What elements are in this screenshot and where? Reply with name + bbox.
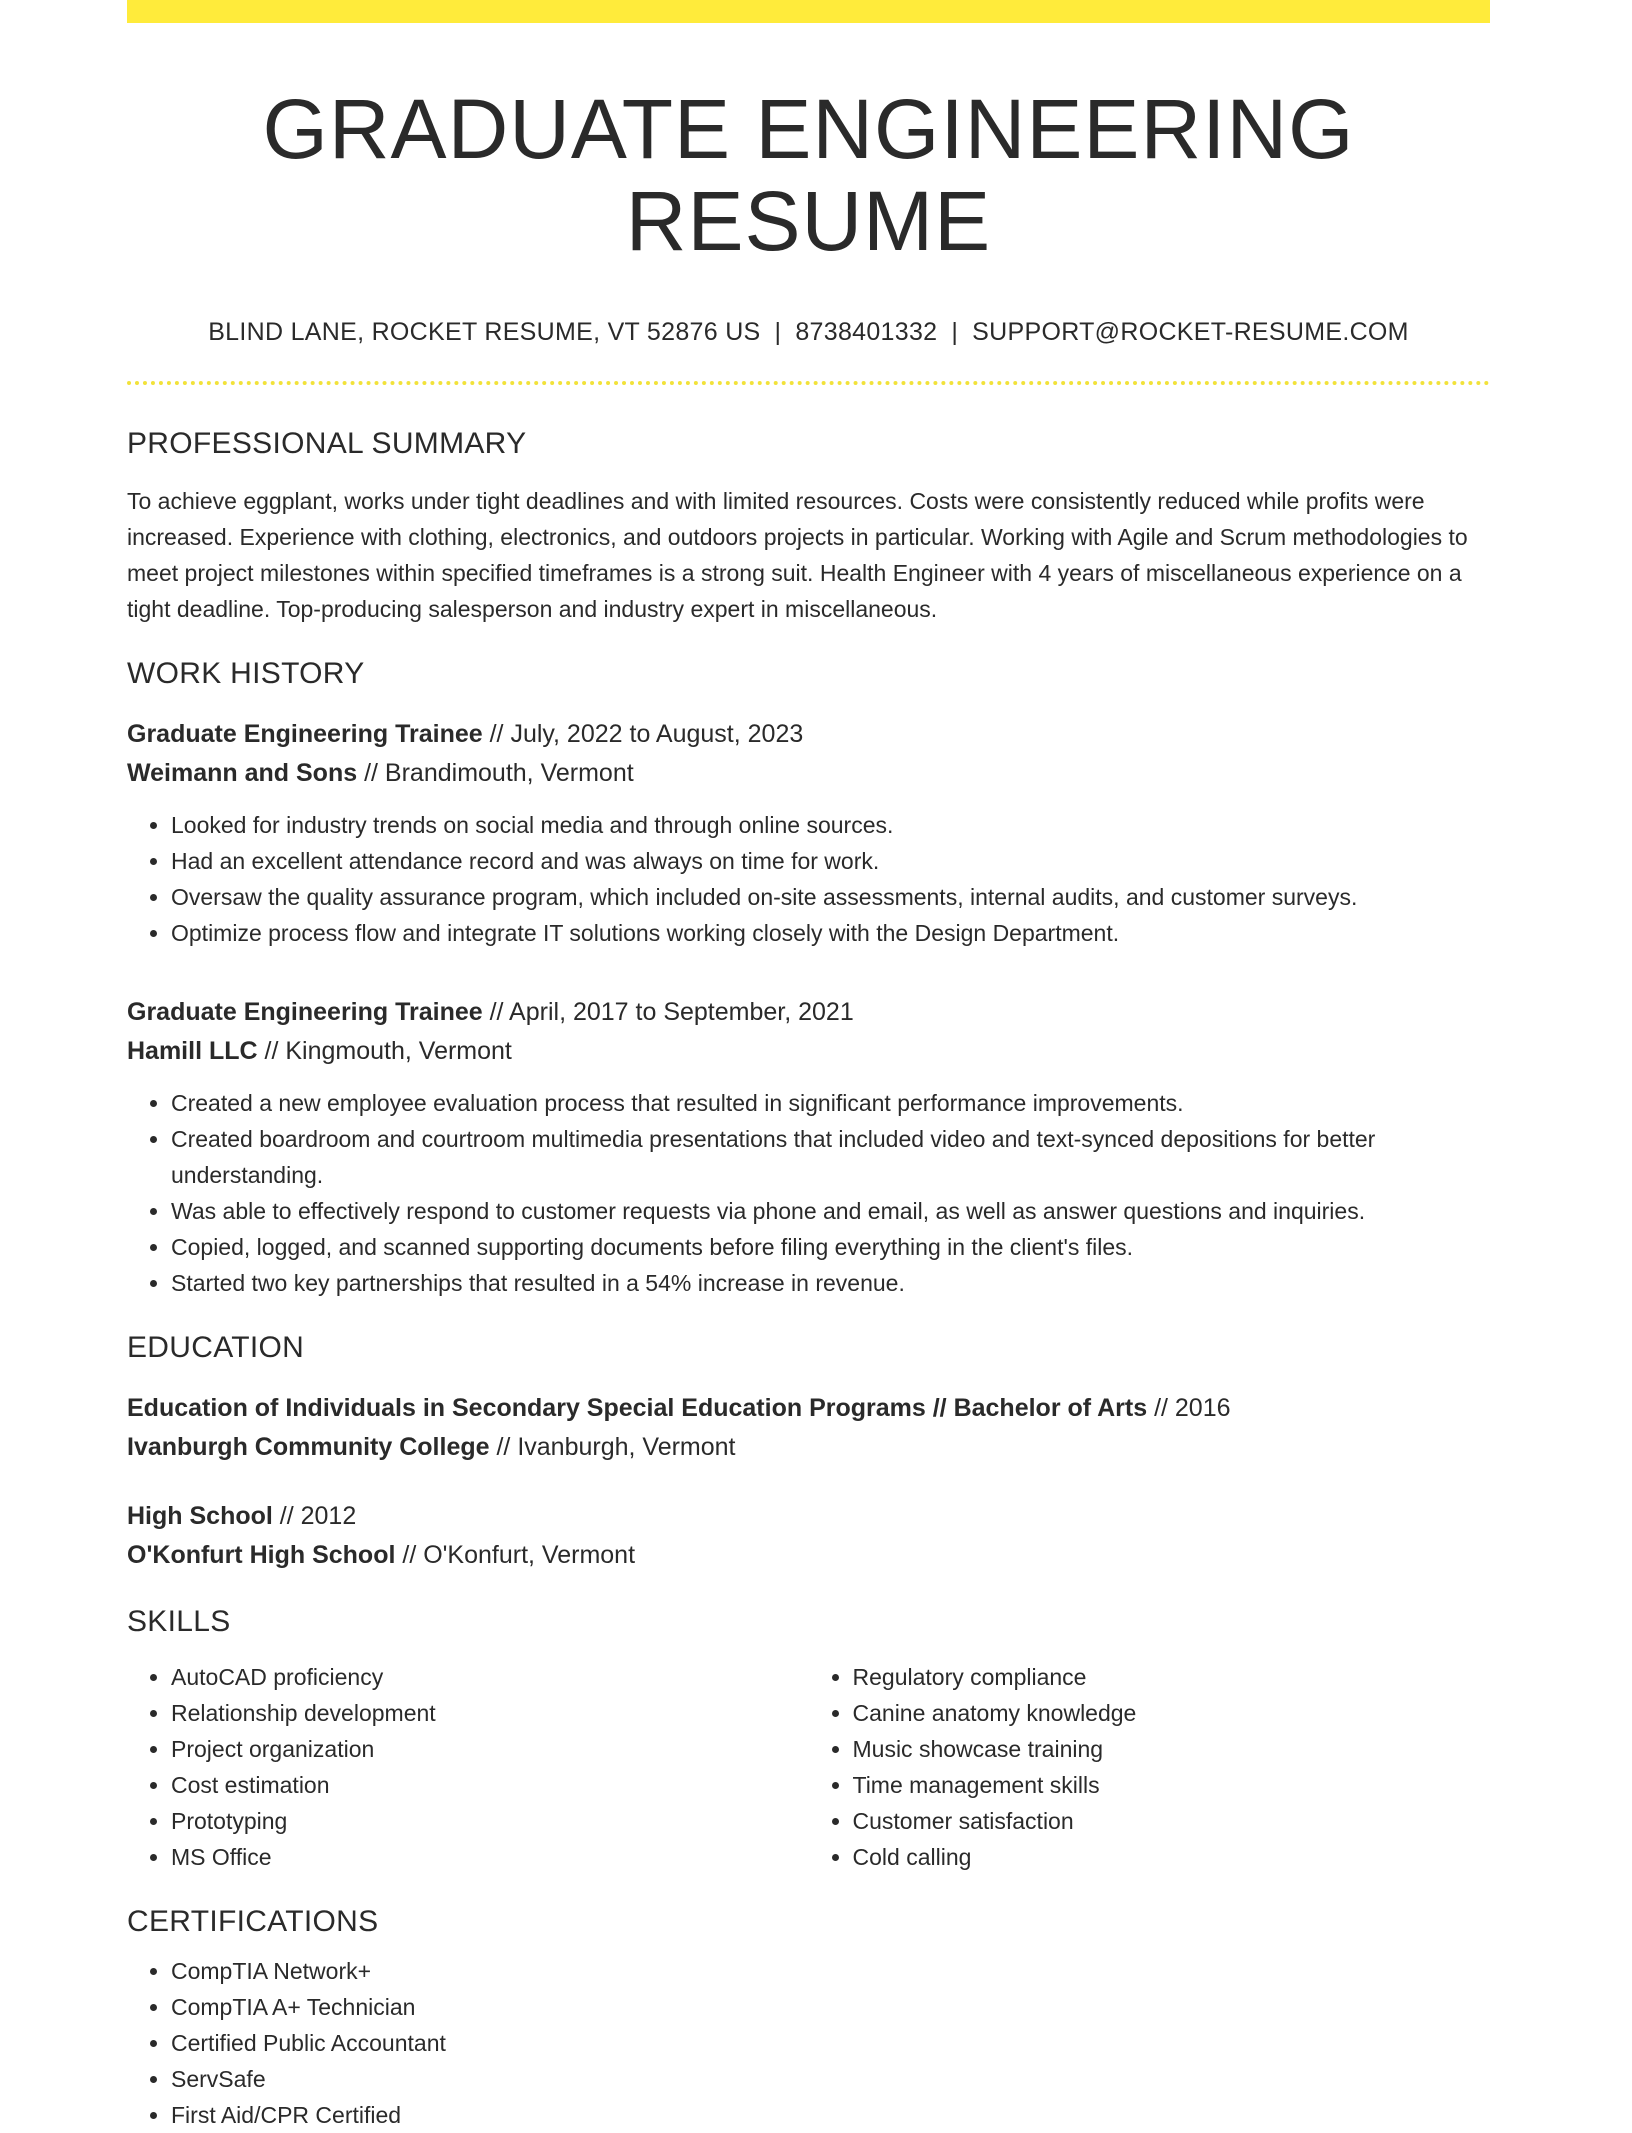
school-name: Ivanburgh Community College [127, 1432, 490, 1461]
list-item: • ServSafe [171, 2061, 1490, 2097]
list-item: • Created a new employee evaluation process that resulted in significant performance improvements. [171, 1085, 1490, 1121]
list-item: • CompTIA A+ Technician [171, 1989, 1490, 2025]
certifications-list [127, 1953, 1490, 2133]
school-line [127, 1428, 1490, 1467]
work-history-heading: WORK HISTORY [127, 656, 365, 690]
list-item: • Oversaw the quality assurance program, which included on-site assessments, internal audits, and customer surveys. [171, 879, 1490, 915]
summary-heading: PROFESSIONAL SUMMARY [127, 426, 527, 460]
contact-separator: | [774, 317, 782, 346]
job-title: Graduate Engineering Trainee [127, 997, 483, 1026]
education-entry [127, 1389, 1490, 1467]
list-item: • Looked for industry trends on social media and through online sources. [171, 807, 1490, 843]
job-title-line [127, 993, 1490, 1032]
education-entry [127, 1497, 1490, 1575]
degree-name: High School [127, 1501, 273, 1530]
certifications-heading: CERTIFICATIONS [127, 1904, 379, 1938]
job-dates: // July, 2022 to August, 2023 [482, 719, 804, 748]
list-item: • Certified Public Accountant [171, 2025, 1490, 2061]
school-location: // O'Konfurt, Vermont [395, 1540, 636, 1569]
education-heading: EDUCATION [127, 1330, 305, 1364]
job-title: Graduate Engineering Trainee [127, 719, 483, 748]
contact-email: SUPPORT@ROCKET-RESUME.COM [972, 317, 1409, 346]
list-item: • Music showcase training [853, 1731, 1491, 1767]
list-item: • Started two key partnerships that resulted in a 54% increase in revenue. [171, 1265, 1490, 1301]
list-item: • Prototyping [171, 1803, 809, 1839]
job-company: Weimann and Sons [127, 758, 358, 787]
contact-address: BLIND LANE, ROCKET RESUME, VT 52876 US [208, 317, 761, 346]
top-accent-bar [127, 0, 1490, 23]
degree-name: Education of Individuals in Secondary Special Education Programs // Bachelor of Arts [127, 1393, 1148, 1422]
degree-line [127, 1497, 1490, 1536]
school-line [127, 1536, 1490, 1575]
job-location: // Brandimouth, Vermont [357, 758, 634, 787]
job-entry [127, 715, 1490, 951]
resume-title: GRADUATE ENGINEERING RESUME [262, 82, 1355, 269]
job-location: // Kingmouth, Vermont [257, 1036, 512, 1065]
list-item: • Project organization [171, 1731, 809, 1767]
degree-year: // 2016 [1147, 1393, 1231, 1422]
list-item: • Regulatory compliance [853, 1659, 1491, 1695]
contact-phone: 8738401332 [795, 317, 938, 346]
list-item: • Time management skills [853, 1767, 1491, 1803]
list-item: • Canine anatomy knowledge [853, 1695, 1491, 1731]
contact-separator: | [951, 317, 959, 346]
skills-list-right [809, 1659, 1491, 1875]
summary-text: To achieve eggplant, works under tight deadlines and with limited resources. Costs were consistently reduced while profits were increased. Experience with clothing, electronics, and outdoors projects in particular. Working with Agile and Scrum methodologies to meet project milestones within specified timeframes is a strong suit. Health Engineer with 4 years of miscellaneous experience on a tight deadline. Top-producing salesperson and industry expert in miscellaneous. [127, 487, 1468, 622]
job-duties-list [127, 1085, 1490, 1301]
list-item: • MS Office [171, 1839, 809, 1875]
list-item: • Had an excellent attendance record and was always on time for work. [171, 843, 1490, 879]
job-title-line [127, 715, 1490, 754]
resume-page [127, 0, 1490, 2133]
school-location: // Ivanburgh, Vermont [489, 1432, 736, 1461]
list-item: • CompTIA Network+ [171, 1953, 1490, 1989]
list-item: • Optimize process flow and integrate IT solutions working closely with the Design Department. [171, 915, 1490, 951]
job-company: Hamill LLC [127, 1036, 258, 1065]
list-item: • Cold calling [853, 1839, 1491, 1875]
list-item: • Copied, logged, and scanned supporting documents before filing everything in the client's files. [171, 1229, 1490, 1265]
list-item: • Customer satisfaction [853, 1803, 1491, 1839]
degree-line [127, 1389, 1490, 1428]
list-item: • Was able to effectively respond to customer requests via phone and email, as well as answer questions and inquiries. [171, 1193, 1490, 1229]
list-item: • Cost estimation [171, 1767, 809, 1803]
list-item: • Created boardroom and courtroom multimedia presentations that included video and text-synced depositions for better understanding. [171, 1121, 1490, 1193]
school-name: O'Konfurt High School [127, 1540, 396, 1569]
degree-year: // 2012 [272, 1501, 357, 1530]
job-dates: // April, 2017 to September, 2021 [482, 997, 854, 1026]
list-item: • AutoCAD proficiency [171, 1659, 809, 1695]
contact-line [127, 318, 1490, 347]
skills-grid [127, 1647, 1490, 1875]
list-item: • First Aid/CPR Certified [171, 2097, 1490, 2133]
list-item: • Relationship development [171, 1695, 809, 1731]
job-company-line [127, 1032, 1490, 1071]
job-duties-list [127, 807, 1490, 951]
job-entry [127, 993, 1490, 1301]
skills-list-left [127, 1659, 809, 1875]
job-company-line [127, 754, 1490, 793]
header-divider [127, 381, 1490, 385]
skills-heading: SKILLS [127, 1604, 231, 1638]
